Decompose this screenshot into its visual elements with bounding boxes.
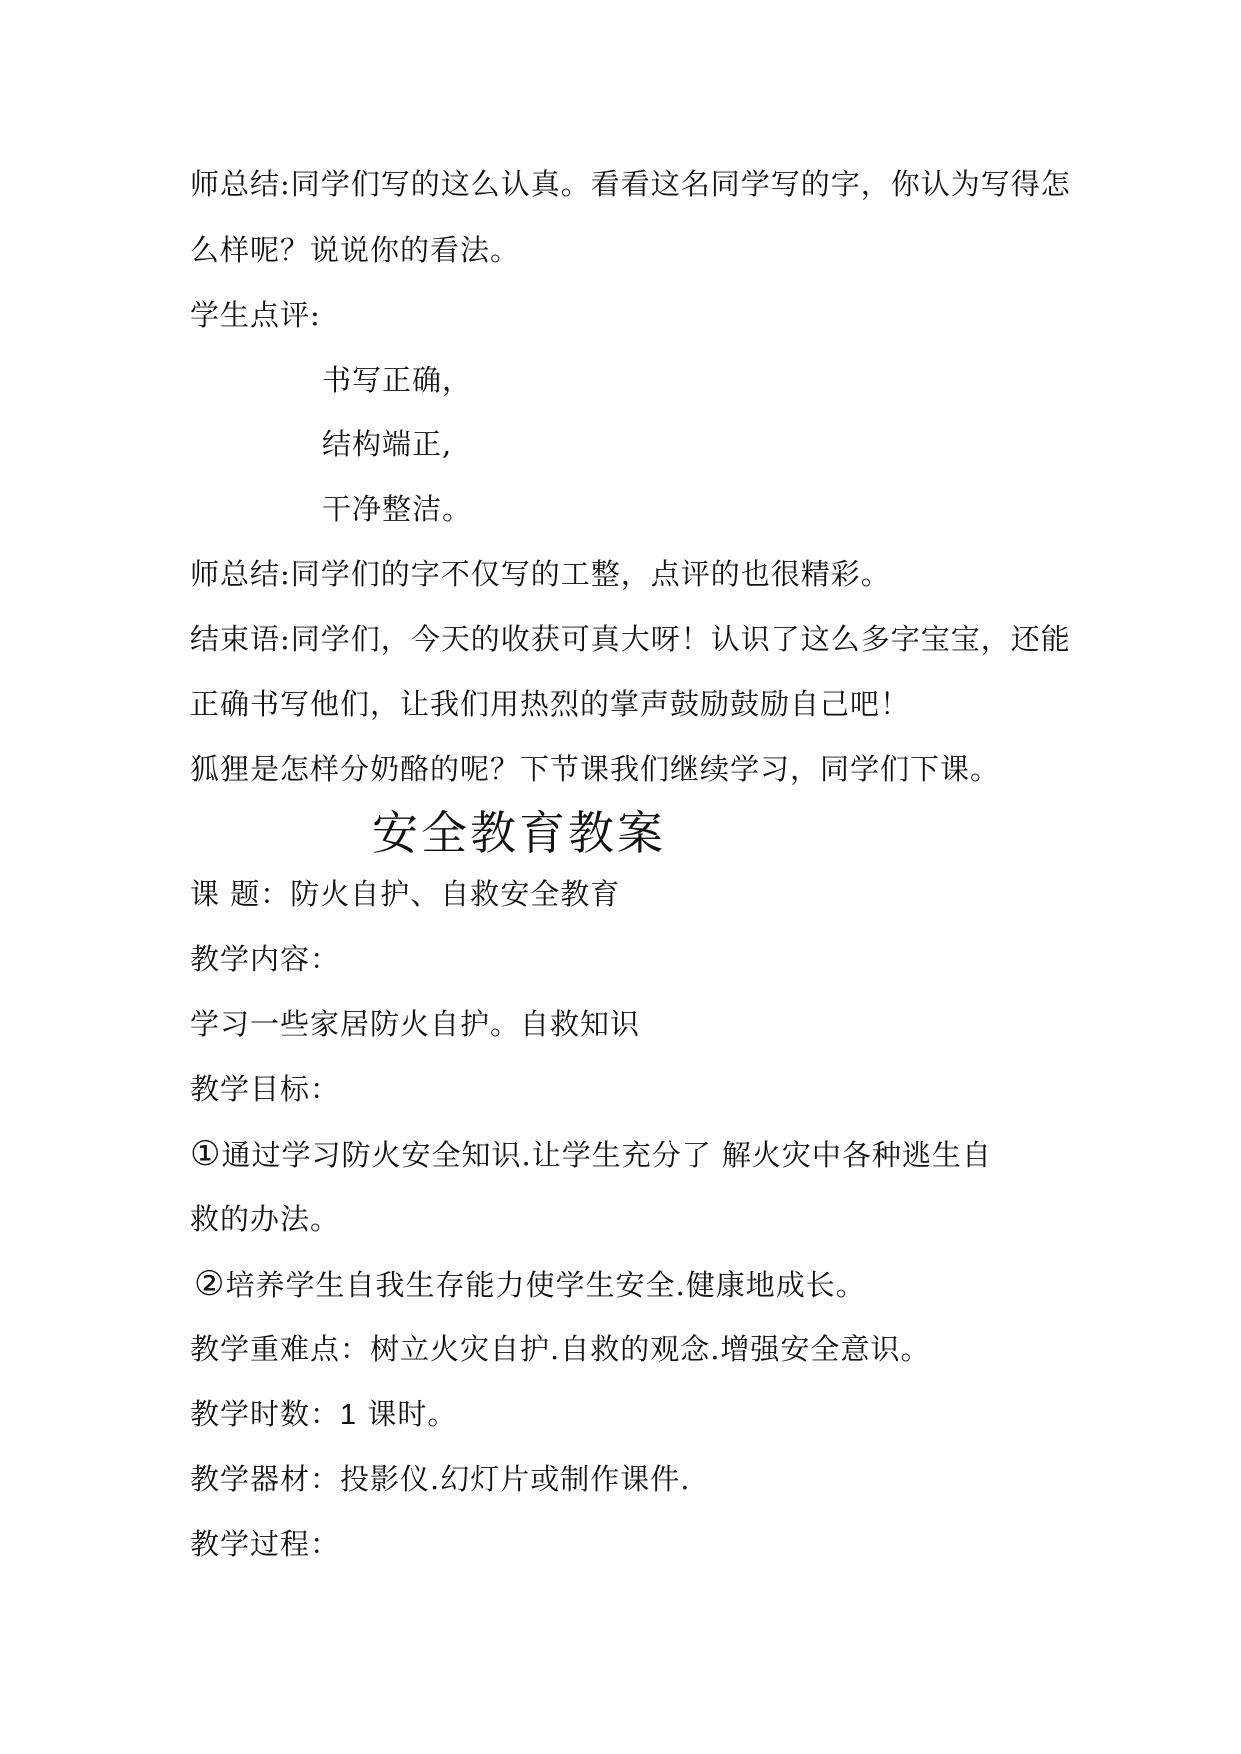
goal1-line2: 救的办法。	[190, 1202, 341, 1236]
summary1-line1: 师总结:同学们写的这么认真。看看这名同学写的字，你认为写得怎	[190, 167, 1071, 201]
review-point-clean: 干净整洁。	[322, 492, 473, 526]
process-label: 教学过程：	[190, 1527, 341, 1561]
hours-label: 教学时数：	[190, 1397, 341, 1431]
key-points: 教学重难点：树立火灾自护.自救的观念.增强安全意识。	[190, 1332, 931, 1366]
summary1-line2: 么样呢？说说你的看法。	[190, 233, 521, 267]
goal1-line1	[190, 1134, 992, 1175]
goals-label: 教学目标：	[190, 1072, 341, 1106]
teaching-equipment: 教学器材：投影仪.幻灯片或制作课件.	[190, 1462, 691, 1496]
review-point-correct: 书写正确，	[322, 363, 473, 397]
lesson-topic: 课 题：防火自护、自救安全教育	[190, 877, 621, 911]
closing-line2: 正确书写他们，让我们用热烈的掌声鼓励鼓励自己吧！	[190, 687, 911, 721]
summary2: 师总结:同学们的字不仅写的工整，点评的也很精彩。	[190, 557, 891, 591]
goal2-line	[194, 1264, 866, 1305]
lesson-plan-title: 安全教育教案	[372, 806, 666, 860]
goal1-text: 通过学习防火安全知识.让学生充分了 解火灾中各种逃生自	[221, 1138, 992, 1172]
content-text: 学习一些家居防火自护。自救知识	[190, 1007, 641, 1041]
student-review-label: 学生点评:	[190, 298, 321, 332]
hours-value: 1	[340, 1399, 358, 1431]
teaching-hours	[190, 1394, 457, 1435]
goal2-text: 培养学生自我生存能力使学生安全.健康地成长。	[225, 1268, 866, 1302]
review-point-structure: 结构端正,	[322, 427, 453, 461]
closing-line3: 狐狸是怎样分奶酪的呢？下节课我们继续学习，同学们下课。	[190, 752, 1001, 786]
closing-line1: 结束语:同学们，今天的收获可真大呀！认识了这么多字宝宝，还能	[190, 622, 1071, 656]
goal2-number: ②	[194, 1264, 226, 1304]
content-label: 教学内容：	[190, 942, 341, 976]
goal1-number: ①	[190, 1134, 222, 1174]
hours-unit: 课时。	[367, 1397, 458, 1431]
